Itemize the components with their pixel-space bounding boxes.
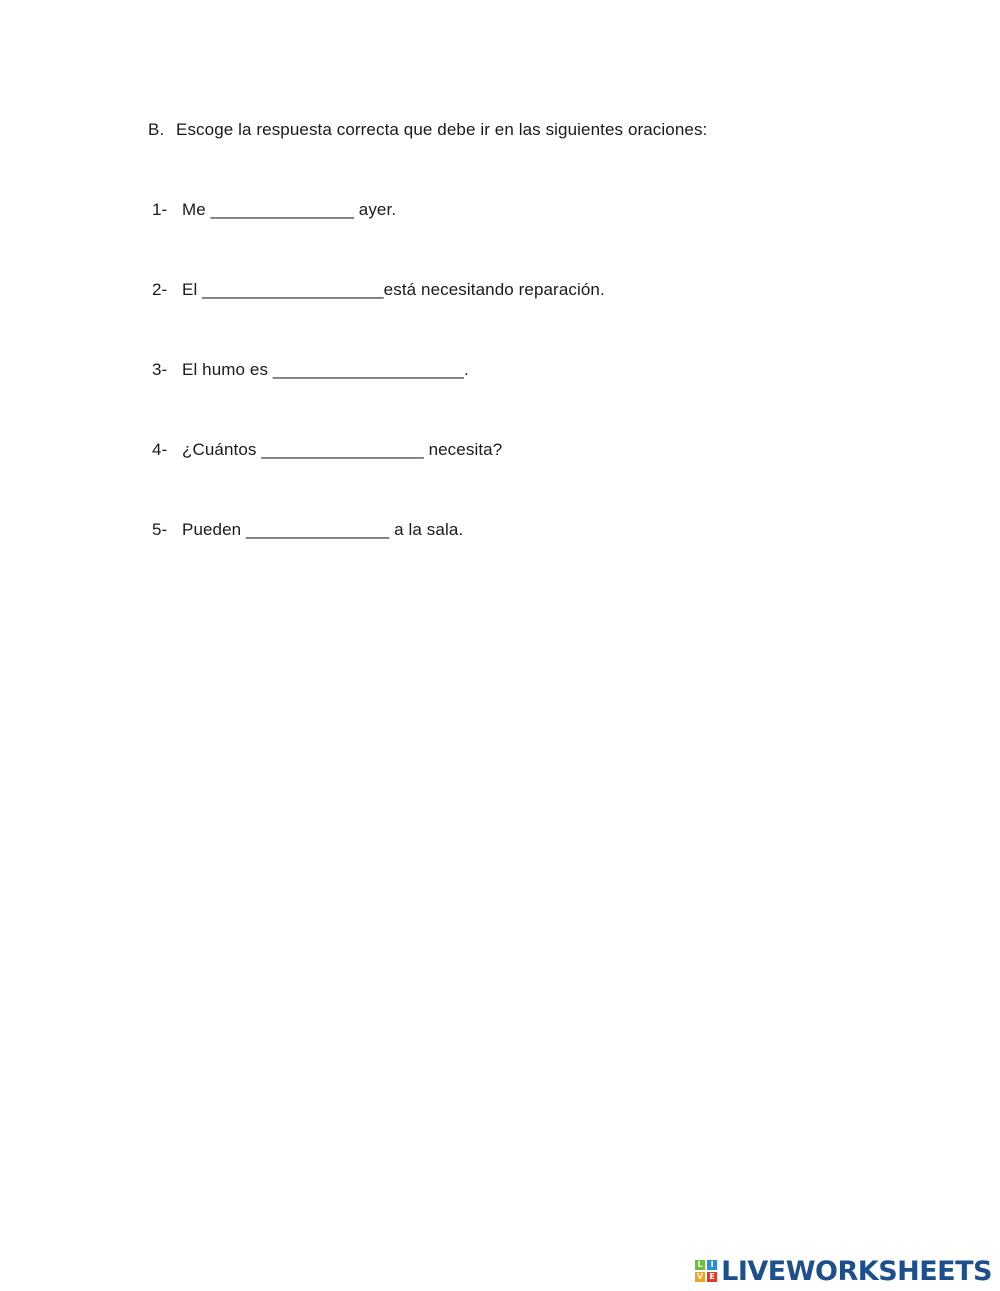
logo-text: LIVEWORKSHEETS [721, 1255, 992, 1287]
logo-mark-letter: E [707, 1272, 717, 1282]
question-number: 3- [152, 360, 168, 379]
logo-mark-letter: V [697, 1272, 704, 1281]
logo-mark-icon [695, 1260, 717, 1282]
logo-mark-letter: I [707, 1260, 717, 1270]
instruction-marker: B. [148, 120, 165, 139]
question-text: El ___________________está necesitando reparación. [182, 280, 605, 299]
logo-mark-letter: L [695, 1260, 705, 1270]
question-number: 1- [152, 200, 168, 219]
question-text: Pueden _______________ a la sala. [182, 520, 464, 539]
question-text: El humo es ____________________. [182, 360, 469, 379]
question-number: 5- [152, 520, 168, 539]
question-1 [152, 200, 605, 280]
instruction-text: Escoge la respuesta correcta que debe ir en las siguientes oraciones: [176, 120, 708, 139]
question-3 [152, 360, 605, 440]
question-5 [152, 520, 605, 600]
question-text: ¿Cuántos _________________ necesita? [182, 440, 503, 459]
instruction [148, 120, 707, 140]
liveworksheets-logo [695, 1256, 992, 1286]
question-number: 4- [152, 440, 168, 459]
question-4 [152, 440, 605, 520]
question-list [152, 200, 605, 600]
question-number: 2- [152, 280, 168, 299]
question-text: Me _______________ ayer. [182, 200, 397, 219]
question-2 [152, 280, 605, 360]
